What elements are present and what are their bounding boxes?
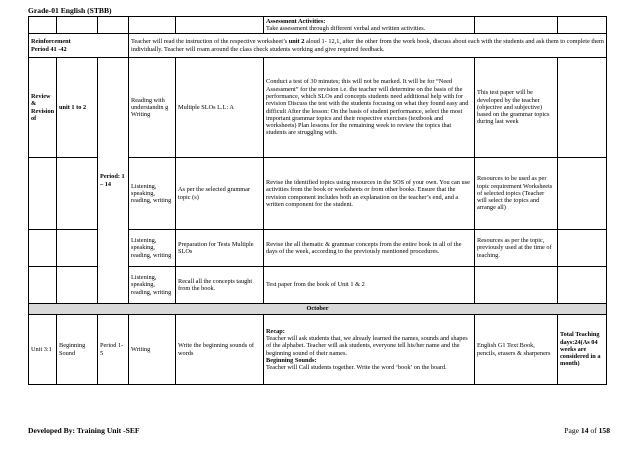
review-unit: unit 1 to 2 xyxy=(57,58,98,158)
revise-slo: As per the selected grammar topic (s) xyxy=(176,158,264,230)
beginning-sounds-text: Teacher will Call students together. Write the word ‘book’ on the board. xyxy=(266,364,447,372)
revise-text: Revise the identified topics using resources in the SOS of your own. You can use activities from the book or worksheets or from other books. Ensure that the revision component includes both an explanation on the teacher’s end, and a written component for the student. xyxy=(264,158,475,230)
empty-cell xyxy=(29,158,57,230)
empty-cell xyxy=(558,230,607,267)
footer-page-number xyxy=(564,426,610,435)
page-prefix: Page xyxy=(564,426,581,435)
recall-skills: Listening, speaking, reading, writing xyxy=(129,267,176,304)
unit3-row xyxy=(29,315,607,385)
recall-slo: Recall all the concepts taught from the book. xyxy=(176,267,264,304)
current-page: 14 xyxy=(580,426,589,435)
empty-cell xyxy=(558,58,607,158)
reinforcement-unit: unit 2 xyxy=(288,38,305,46)
page-header: Grade-01 English (STBB) xyxy=(28,6,112,15)
assessment-cell xyxy=(264,17,475,34)
empty-cell xyxy=(29,17,57,34)
empty-cell xyxy=(29,230,57,267)
tests-resource: Resources as per the topic, previously used at the time of teaching. xyxy=(475,230,558,267)
recap-text: Teacher will ask students that, we already learned the names, sounds and shapes of the alphabet. Teacher will ask students, everyone tell his/her name and the beginning sound of their names. xyxy=(266,334,468,357)
unit3-slo: Write the beginning sounds of words xyxy=(176,315,264,385)
unit3-procedure xyxy=(264,315,475,385)
assessment-title: Assessment Activities: xyxy=(266,17,326,25)
unit3-period: Period 1- 5 xyxy=(98,315,129,385)
footer-developer: Developed By: Training Unit -SEF xyxy=(28,426,140,435)
revise-resource: Resources to be used as per topic requirement Worksheets of selected topics (Teacher will select the topics and arrange all) xyxy=(475,158,558,230)
reinforcement-text-cell xyxy=(129,34,607,58)
review-row xyxy=(29,58,607,158)
unit3-topic: Beginning Sound xyxy=(57,315,98,385)
review-label: Review & Revision of xyxy=(29,58,57,158)
tests-skills: Listening, speaking, reading, writing xyxy=(129,230,176,267)
reinforcement-label: Reinforcement xyxy=(31,38,71,46)
empty-cell xyxy=(29,267,57,304)
assessment-row xyxy=(29,17,607,34)
reinforcement-row xyxy=(29,34,607,58)
assessment-text: Take assessment through different verbal and written activities. xyxy=(266,25,426,32)
empty-cell xyxy=(558,267,607,304)
tests-text: Revise the all thematic & grammar concepts from the entire book in all of the days of the week, according to the previously mentioned procedures. xyxy=(264,230,475,267)
review-slo: Multiple SLOs L.L: A xyxy=(176,58,264,158)
total-pages: 158 xyxy=(598,426,610,435)
total-teaching-days: Total Teaching days:24(As 04 weeks are considered in a month) xyxy=(558,315,607,385)
empty-cell xyxy=(558,17,607,34)
review-text: Conduct a test of 30 minutes; this will not be marked. It will be for “Need Assessment” for the revision i.e. the teacher will determine on the basis of the performance, which SLOs and concepts students need additional help with for revision Discuss the test with the students focusing on what they found easy and difficult After the lesson: On the basis of student performance, select the most important grammar topics and their respective exercises (textbook and worksheets) Plan lessons for the remaining week to review the topics that students are struggling with. xyxy=(264,58,475,158)
unit3-unit: Unit 3:1 xyxy=(29,315,57,385)
empty-cell xyxy=(57,267,98,304)
empty-cell xyxy=(98,17,129,34)
recap-title: Recap: xyxy=(266,327,285,335)
month-row xyxy=(29,304,607,315)
lesson-plan-table xyxy=(28,16,607,385)
empty-cell xyxy=(176,17,264,34)
empty-cell xyxy=(57,17,98,34)
tests-slo: Preparation for Tests Multiple SLOs xyxy=(176,230,264,267)
unit3-resource: English G1 Text Book, pencils, erasers & sharpeners xyxy=(475,315,558,385)
period-cell: Period: 1 – 14 xyxy=(98,58,129,304)
empty-cell xyxy=(57,230,98,267)
reinforcement-label-cell xyxy=(29,34,129,58)
recall-text: Test paper from the book of Unit 1 & 2 xyxy=(264,267,475,304)
empty-cell xyxy=(475,267,558,304)
revise-skills: Listening, speaking, reading, writing xyxy=(129,158,176,230)
reinforcement-text-a: Teacher will read the instruction of the respective worksheet’s xyxy=(131,38,289,46)
reinforcement-period: Period 41 -42 xyxy=(31,45,67,53)
empty-cell xyxy=(475,17,558,34)
page-mid: of xyxy=(588,426,599,435)
empty-cell xyxy=(129,17,176,34)
unit3-skill: Writing xyxy=(129,315,176,385)
empty-cell xyxy=(558,158,607,230)
month-heading: October xyxy=(29,304,607,315)
reinforcement-text-b: aloud 1- 12,1, after the other from the work book, discuss about each with the students and ask them to complete them individually. Teacher will roam around the class check students working and give required feedback. xyxy=(131,38,604,53)
beginning-sounds-title: Beginning Sounds: xyxy=(266,356,317,364)
review-resource: This test paper will be developed by the teacher (objective and subjective) based on the grammar topics during last week xyxy=(475,58,558,158)
empty-cell xyxy=(57,158,98,230)
review-skills: Reading with understandin g Writing xyxy=(129,58,176,158)
